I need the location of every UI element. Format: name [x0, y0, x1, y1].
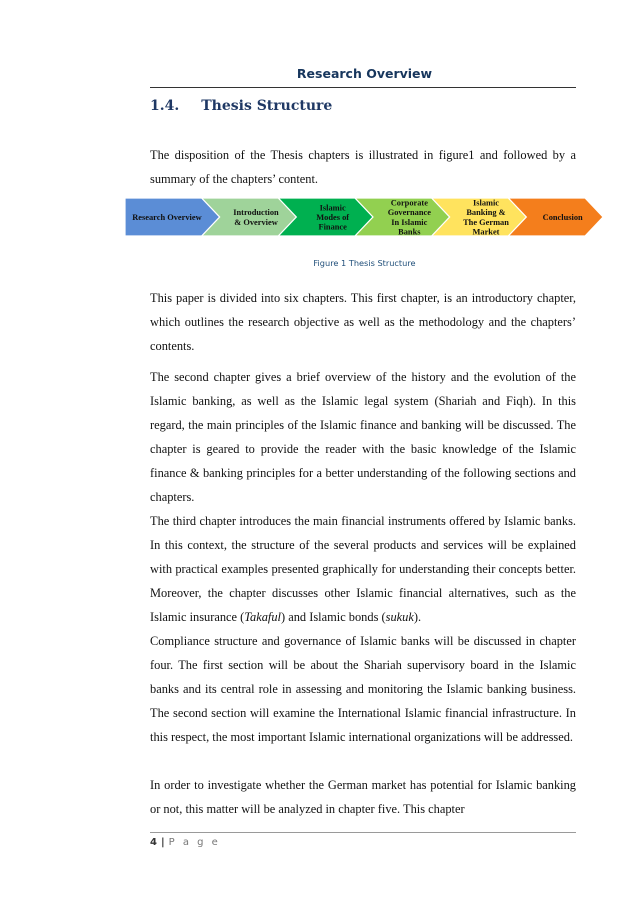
footer-rule — [150, 832, 576, 833]
section-number: 1.4. — [150, 98, 180, 114]
paragraph-chapter-two: The second chapter gives a brief overview of the history and the evolution of the Islamic banking, as well as the Islamic legal system (Shariah and Fiqh). In this regard, the main principles of the Islamic finance and banking will be discussed. The chapter is geared to provide the reader with the basic knowledge of the Islamic finance & banking principles for a better understanding of the following sections and chapters. — [150, 370, 576, 504]
flow-step-3-label: Islamic Modes of Finance — [316, 203, 350, 232]
figure-caption: Figure 1 Thesis Structure — [313, 258, 416, 268]
flow-step-5-label: Islamic Banking & The German Market — [463, 198, 509, 237]
paragraph-chapter-three — [150, 509, 576, 629]
p3-text-b: ) and Islamic bonds ( — [281, 610, 386, 624]
page-number: 4 — [150, 837, 157, 848]
flow-step-4-label: Corporate Governance In Islamic Banks — [387, 198, 431, 237]
running-header: Research Overview — [296, 66, 433, 81]
sukuk-term: sukuk — [385, 610, 414, 624]
intro-paragraph: The disposition of the Thesis chapters is illustrated in figure1 and followed by a summary of the chapters’ content. — [150, 148, 576, 186]
p3-text-c: ). — [413, 610, 422, 624]
section-title-text: Thesis Structure — [201, 98, 333, 114]
thesis-structure-flow-diagram — [0, 195, 638, 239]
header-rule — [150, 87, 576, 88]
footer-separator: | — [160, 837, 165, 848]
page-footer — [150, 837, 220, 848]
flow-step-2-label: Introduction & Overview — [233, 208, 279, 227]
flow-step-6-label: Conclusion — [542, 213, 583, 222]
paragraph-chapter-five: In order to investigate whether the German market has potential for Islamic banking or not, this matter will be analyzed in chapter five. This chapter — [150, 778, 576, 816]
section-heading — [150, 98, 332, 114]
paragraph-chapter-four: Compliance structure and governance of Islamic banks will be discussed in chapter four. The first section will be about the Shariah supervisory board in the Islamic banks and its central role in assessing and monitoring the Islamic banking business. The second section will examine the International Islamic financial infrastructure. In this respect, the most important Islamic international organizations will be addressed. — [150, 634, 576, 744]
page-label: P a g e — [168, 837, 221, 848]
takaful-term: Takaful — [244, 610, 282, 624]
flow-step-1-label: Research Overview — [132, 213, 202, 222]
p3-text-a: The third chapter introduces the main financial instruments offered by Islamic banks. In this context, the structure of the several products and services will be explained with practical examples presented graphically for understanding their concepts better. Moreover, the chapter discusses other Islamic financial alternatives, such as the Islamic insurance ( — [150, 514, 576, 624]
paragraph-chapter-one: This paper is divided into six chapters. This first chapter, is an introductory chapter, which outlines the research objective as well as the methodology and the chapters’ contents. — [150, 291, 576, 353]
